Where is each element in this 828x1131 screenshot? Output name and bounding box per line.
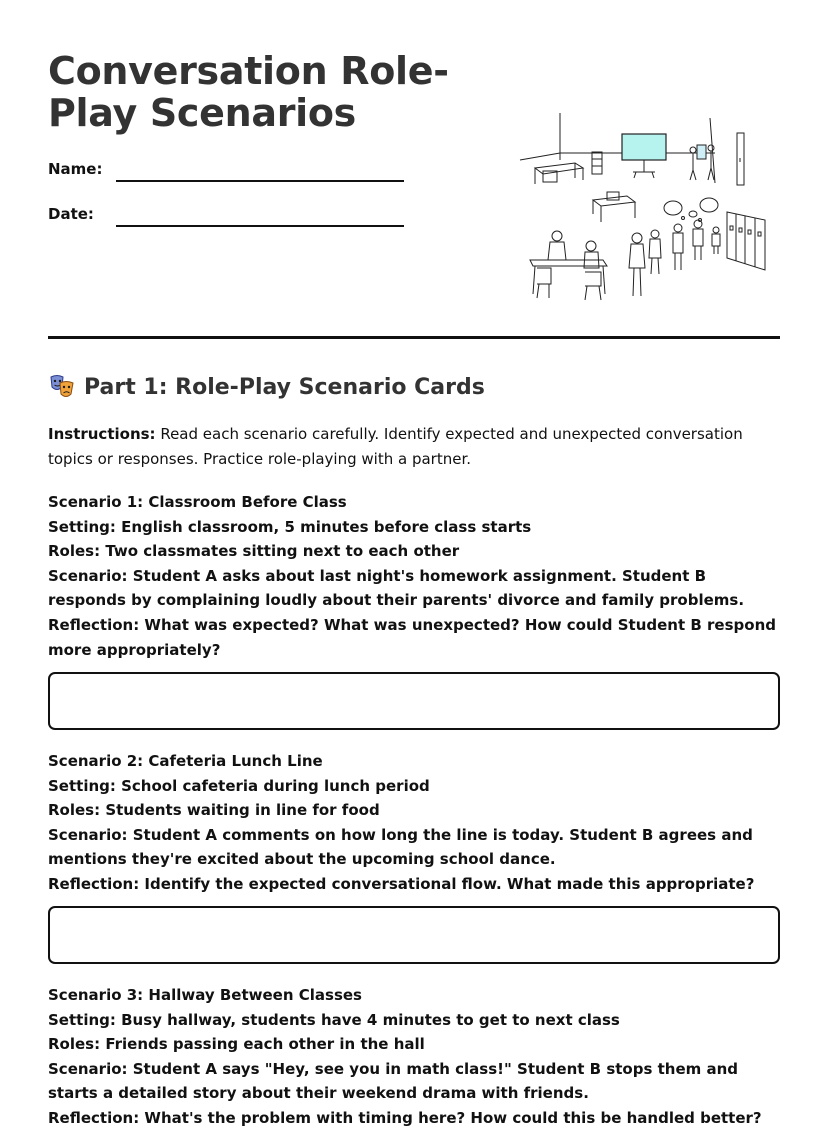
- scenario-roles: Roles: Students waiting in line for food: [48, 801, 380, 820]
- scenario-description: Scenario: Student A says "Hey, see you in math class!" Student B stops them and starts a detailed story about their weekend drama with friends.: [48, 1059, 739, 1103]
- instructions-text: Read each scenario carefully. Identify expected and unexpected conversation topics or responses. Practice role-playing with a partner.: [48, 425, 743, 468]
- part1-heading: [48, 373, 485, 401]
- date-label: Date:: [48, 205, 94, 223]
- scenario-roles: Roles: Friends passing each other in the hall: [48, 1035, 425, 1054]
- scenario-setting: Setting: Busy hallway, students have 4 minutes to get to next class: [48, 1010, 620, 1029]
- scenario-description: Scenario: Student A comments on how long the line is today. Student B agrees and mentions they're excited about the upcoming school dance.: [48, 825, 753, 869]
- theater-masks-icon: [48, 373, 76, 401]
- instructions: [48, 422, 768, 472]
- section-divider: [48, 336, 780, 339]
- scenario-title: Scenario 3: Hallway Between Classes: [48, 986, 362, 1004]
- reflection-answer-box-1[interactable]: [48, 672, 780, 730]
- scenario-roles: Roles: Two classmates sitting next to each other: [48, 542, 460, 561]
- page-title: Conversation Role-Play Scenarios: [48, 49, 449, 135]
- classroom-hallway-illustration: [515, 108, 780, 308]
- scenario-setting: Setting: English classroom, 5 minutes before class starts: [48, 517, 532, 536]
- scenario-reflection: Reflection: Identify the expected conversational flow. What made this appropriate?: [48, 874, 755, 893]
- instructions-label: Instructions:: [48, 425, 156, 443]
- scenario-description: Scenario: Student A asks about last night's homework assignment. Student B responds by complaining loudly about their parents' divorce and family problems.: [48, 566, 745, 610]
- part1-heading-text: Part 1: Role-Play Scenario Cards: [84, 374, 485, 400]
- scenario-card-1: [48, 490, 783, 662]
- reflection-answer-box-2[interactable]: [48, 906, 780, 964]
- name-label: Name:: [48, 160, 103, 178]
- scenario-card-2: [48, 749, 783, 897]
- scenario-reflection: Reflection: What was expected? What was unexpected? How could Student B respond more appropriately?: [48, 615, 776, 659]
- scenario-title: Scenario 2: Cafeteria Lunch Line: [48, 752, 323, 770]
- name-field[interactable]: [116, 180, 404, 182]
- scenario-setting: Setting: School cafeteria during lunch period: [48, 776, 430, 795]
- scenario-reflection: Reflection: What's the problem with timing here? How could this be handled better?: [48, 1108, 762, 1127]
- date-field[interactable]: [116, 225, 404, 227]
- scenario-title: Scenario 1: Classroom Before Class: [48, 493, 347, 511]
- scenario-card-3: [48, 983, 783, 1131]
